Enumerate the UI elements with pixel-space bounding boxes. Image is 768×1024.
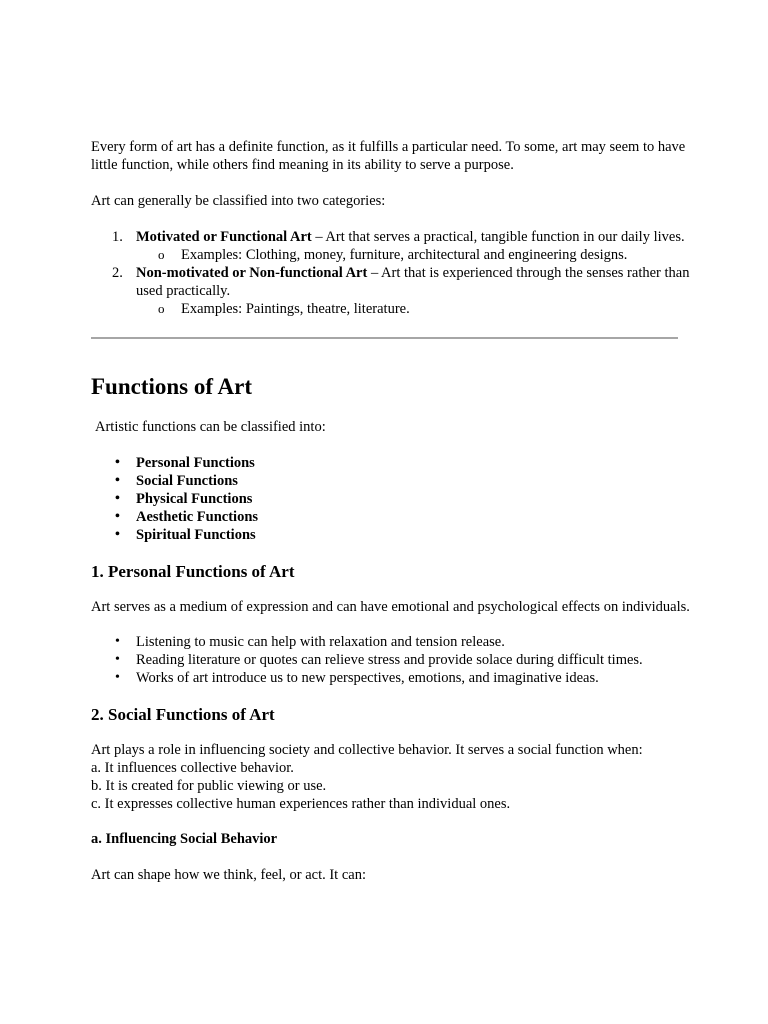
example-item <box>158 300 691 318</box>
bullet-marker: • <box>115 473 120 488</box>
example-text: Examples: Paintings, theatre, literature. <box>181 301 410 317</box>
personal-item <box>115 633 691 651</box>
personal-item <box>115 651 691 669</box>
social-line: b. It is created for public viewing or use. <box>91 778 327 794</box>
bullet-marker: • <box>115 491 120 506</box>
social-paragraph <box>91 741 691 813</box>
category-term: Non-motivated or Non-functional Art <box>136 265 368 281</box>
category-examples <box>136 246 691 264</box>
bullet-marker: • <box>115 634 120 649</box>
sub-bullet-marker: o <box>158 247 165 262</box>
social-line: a. It influences collective behavior. <box>91 760 294 776</box>
example-text: Examples: Clothing, money, furniture, architectural and engineering designs. <box>181 247 628 263</box>
intro-paragraph: Every form of art has a definite function, as it fulfills a particular need. To some, art may seem to have little function, while others find meaning in its ability to serve a purpose. <box>91 139 686 173</box>
category-term: Motivated or Functional Art <box>136 229 312 245</box>
bullet-marker: • <box>115 509 120 524</box>
functions-intro: Artistic functions can be classified into: <box>95 419 326 435</box>
categories-list <box>91 228 691 318</box>
bullet-marker: • <box>115 455 120 470</box>
bullet-marker: • <box>115 652 120 667</box>
function-item <box>115 508 691 526</box>
influencing-behavior-paragraph: Art can shape how we think, feel, or act. It can: <box>91 867 366 883</box>
personal-paragraph: Art serves as a medium of expression and can have emotional and psychological effects on individuals. <box>91 599 690 615</box>
personal-functions-heading: 1. Personal Functions of Art <box>91 562 295 581</box>
personal-item-text: Works of art introduce us to new perspectives, emotions, and imaginative ideas. <box>136 670 599 686</box>
function-item-label: Physical Functions <box>136 491 253 507</box>
function-item-label: Social Functions <box>136 473 238 489</box>
category-description: – Art that is experienced through the senses rather than used practically. <box>136 265 690 299</box>
personal-item-text: Listening to music can help with relaxation and tension release. <box>136 634 505 650</box>
category-item <box>136 264 691 318</box>
function-item <box>115 490 691 508</box>
social-line: Art plays a role in influencing society and collective behavior. It serves a social function when: <box>91 742 643 758</box>
sub-bullet-marker: o <box>158 301 165 316</box>
function-item <box>115 454 691 472</box>
function-item-label: Personal Functions <box>136 455 255 471</box>
category-examples <box>136 300 691 318</box>
example-item <box>158 246 691 264</box>
personal-list <box>91 633 691 687</box>
personal-item-text: Reading literature or quotes can relieve stress and provide solace during difficult times. <box>136 652 643 668</box>
influencing-behavior-heading: a. Influencing Social Behavior <box>91 831 278 847</box>
social-line: c. It expresses collective human experiences rather than individual ones. <box>91 796 511 812</box>
categories-intro: Art can generally be classified into two categories: <box>91 193 386 209</box>
social-functions-heading: 2. Social Functions of Art <box>91 705 275 724</box>
function-item-label: Spiritual Functions <box>136 527 256 543</box>
function-item <box>115 526 691 544</box>
personal-item <box>115 669 691 687</box>
function-item-label: Aesthetic Functions <box>136 509 259 525</box>
functions-list <box>91 454 691 544</box>
horizontal-rule <box>91 337 678 339</box>
bullet-marker: • <box>115 527 120 542</box>
category-item <box>136 228 691 264</box>
section-title: Functions of Art <box>91 374 252 399</box>
document-page <box>91 138 691 884</box>
category-description: – Art that serves a practical, tangible function in our daily lives. <box>311 229 685 245</box>
bullet-marker: • <box>115 670 120 685</box>
function-item <box>115 472 691 490</box>
